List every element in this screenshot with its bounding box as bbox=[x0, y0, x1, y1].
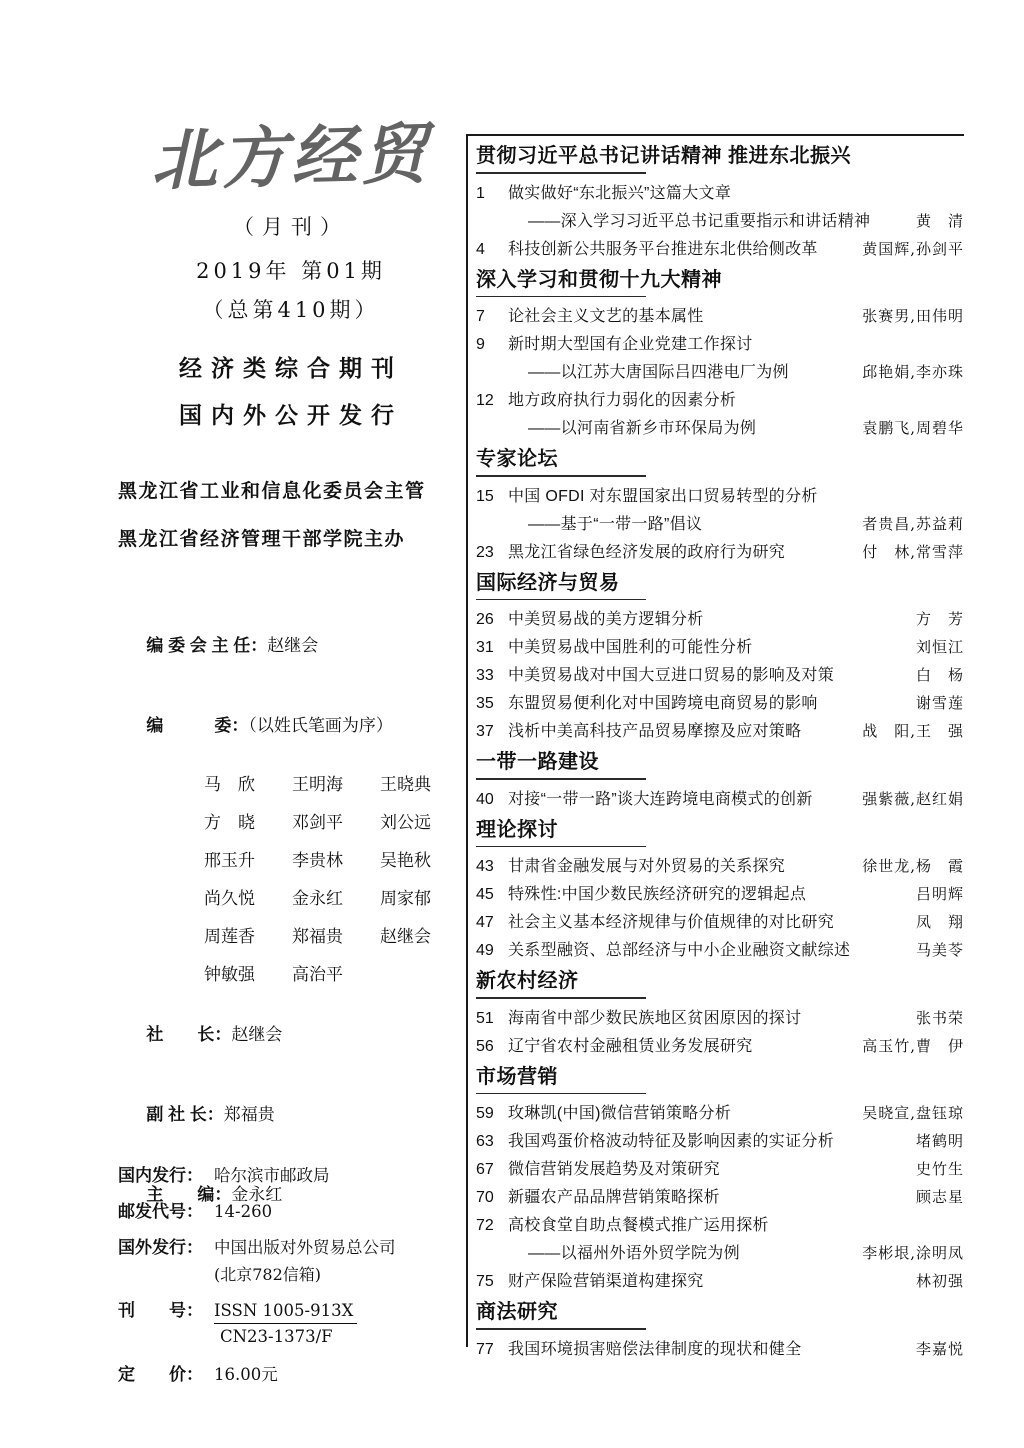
committee-member: 王晓典 bbox=[380, 775, 431, 796]
issn-value: ISSN 1005-913X bbox=[214, 1301, 357, 1324]
committee-member: 金永红 bbox=[292, 889, 343, 910]
committee-member: 周莲香 bbox=[204, 927, 255, 948]
entry-title: 我国鸡蛋价格波动特征及影响因素的实证分析 bbox=[508, 1133, 835, 1150]
entry-title: 浅析中美高科技产品贸易摩擦及应对策略 bbox=[508, 723, 802, 740]
entry-subtitle: ——深入学习习近平总书记重要指示和讲话精神 bbox=[528, 212, 871, 230]
entry-title: 中美贸易战的美方逻辑分析 bbox=[508, 611, 704, 628]
committee-member: 李贵林 bbox=[292, 851, 343, 872]
entry-authors: 李嘉悦 bbox=[915, 1339, 964, 1358]
entry-page-number: 12 bbox=[476, 392, 494, 409]
committee-member: 郑福贵 bbox=[292, 927, 343, 948]
toc-entry bbox=[476, 1037, 964, 1056]
domestic-distribution-label: 国内发行： bbox=[118, 1166, 203, 1185]
entry-title: 做实做好“东北振兴”这篇大文章 bbox=[508, 184, 732, 202]
entry-authors: 高玉竹,曹 伊 bbox=[862, 1036, 964, 1055]
toc-entry bbox=[476, 184, 964, 203]
toc-section-title: 专家论坛 bbox=[476, 448, 558, 470]
toc-section bbox=[476, 969, 964, 1056]
entry-title: 我国环境损害赔偿法律制度的现状和健全 bbox=[508, 1340, 802, 1358]
toc-section-title: 一带一路建设 bbox=[476, 751, 599, 773]
toc-section bbox=[476, 268, 964, 439]
foreign-distribution-line bbox=[118, 1233, 464, 1258]
toc-entry bbox=[476, 941, 964, 960]
frequency-label: （月刊） bbox=[233, 215, 349, 240]
entry-page-number: 9 bbox=[476, 336, 485, 353]
entry-title: 新时期大型国有企业党建工作探讨 bbox=[508, 336, 753, 353]
entry-page-number: 47 bbox=[476, 914, 494, 931]
entry-page-number: 70 bbox=[476, 1189, 494, 1206]
entry-title: 论社会主义文艺的基本属性 bbox=[508, 308, 704, 325]
entry-authors: 谢雪莲 bbox=[915, 694, 964, 712]
entry-title: 科技创新公共服务平台推进东北供给侧改革 bbox=[508, 240, 818, 258]
entry-authors: 徐世龙,杨 霞 bbox=[862, 857, 964, 875]
committee-member: 马 欣 bbox=[204, 775, 255, 796]
domestic-distribution-line bbox=[118, 1161, 464, 1186]
entry-page-number: 72 bbox=[476, 1217, 494, 1234]
committee-line bbox=[118, 691, 464, 756]
toc-entry-subtitle-row bbox=[476, 212, 964, 231]
toc-entry bbox=[476, 857, 964, 876]
journal-logo: 北方经贸 bbox=[150, 114, 432, 200]
entry-page-number: 67 bbox=[476, 1161, 494, 1178]
entry-title: 中国 OFDI 对东盟国家出口贸易转型的分析 bbox=[508, 487, 818, 505]
section-underline bbox=[476, 997, 646, 999]
toc-section-title: 深入学习和贯彻十九大精神 bbox=[476, 268, 722, 291]
entry-authors: 黄 清 bbox=[915, 211, 964, 230]
toc-section-title: 贯彻习近平总书记讲话精神 推进东北振兴 bbox=[476, 145, 852, 167]
toc-section bbox=[476, 750, 964, 809]
president-line bbox=[118, 1000, 464, 1065]
committee-member: 钟敏强 bbox=[204, 965, 255, 986]
entry-page-number: 43 bbox=[476, 858, 494, 875]
toc-section bbox=[476, 447, 964, 562]
committee-member: 尚久悦 bbox=[204, 889, 255, 910]
toc-entry-subtitle-row bbox=[476, 419, 964, 438]
entry-authors: 林初强 bbox=[915, 1272, 964, 1290]
chief-editor-label: 主 编： bbox=[146, 1185, 232, 1205]
toc-entry bbox=[476, 1160, 964, 1179]
vice-president-label: 副 社 长： bbox=[146, 1105, 224, 1125]
entry-page-number: 75 bbox=[476, 1273, 494, 1290]
toc-entry bbox=[476, 240, 964, 259]
vice-president-name: 郑福贵 bbox=[223, 1105, 275, 1126]
entry-page-number: 31 bbox=[476, 639, 494, 656]
entry-page-number: 4 bbox=[476, 240, 485, 258]
editorial-members-grid bbox=[204, 770, 464, 985]
journal-category-tagline: 经济类综合期刊 bbox=[179, 355, 403, 382]
entry-page-number: 45 bbox=[476, 886, 494, 903]
entry-title: 海南省中部少数民族地区贫困原因的探讨 bbox=[508, 1009, 802, 1027]
toc-entry bbox=[476, 913, 964, 932]
committee-director-name: 赵继会 bbox=[267, 636, 319, 657]
committee-member: 吴艳秋 bbox=[380, 851, 431, 872]
toc-entry bbox=[476, 1340, 964, 1359]
committee-director-label: 编 委 会 主 任： bbox=[146, 636, 268, 656]
section-underline bbox=[476, 1328, 646, 1330]
committee-director-line bbox=[118, 611, 464, 676]
issn-line bbox=[118, 1296, 464, 1346]
toc-section-title: 理论探讨 bbox=[476, 818, 558, 841]
entry-authors: 吴晓宣,盘钰琼 bbox=[862, 1104, 964, 1122]
committee-member: 高治平 bbox=[292, 965, 343, 986]
postal-code-label: 邮发代号： bbox=[118, 1202, 203, 1221]
entry-authors: 李彬垠,涂明凤 bbox=[862, 1244, 964, 1262]
toc-entry bbox=[476, 543, 964, 562]
entry-page-number: 56 bbox=[476, 1037, 494, 1055]
issue-number: 2019年 第01期 bbox=[196, 259, 386, 284]
entry-subtitle: ——以福州外语外贸学院为例 bbox=[528, 1245, 740, 1262]
entry-authors: 付 林,常雪萍 bbox=[862, 542, 964, 561]
entry-subtitle: ——以江苏大唐国际吕四港电厂为例 bbox=[528, 364, 789, 381]
entry-authors: 张书荣 bbox=[915, 1008, 964, 1027]
entry-title: 甘肃省金融发展与对外贸易的关系探究 bbox=[508, 858, 786, 875]
entry-title: 财产保险营销渠道构建探究 bbox=[508, 1273, 704, 1290]
issn-label: 刊 号： bbox=[118, 1301, 203, 1320]
section-underline bbox=[476, 1093, 646, 1095]
toc-section-title: 国际经济与贸易 bbox=[476, 571, 620, 594]
entry-page-number: 26 bbox=[476, 611, 494, 628]
entry-authors: 张赛男,田伟明 bbox=[862, 307, 964, 325]
entry-authors: 方 芳 bbox=[915, 610, 964, 628]
organizer-line: 黑龙江省经济管理干部学院主办 bbox=[118, 529, 406, 551]
entry-authors: 强紫薇,赵红娟 bbox=[862, 789, 964, 808]
toc bbox=[466, 134, 964, 1358]
toc-entry-subtitle-row bbox=[476, 515, 964, 534]
entry-page-number: 23 bbox=[476, 543, 494, 561]
entry-authors: 马美苓 bbox=[915, 941, 964, 959]
left-column bbox=[118, 114, 464, 1225]
entry-title: 社会主义基本经济规律与价值规律的对比研究 bbox=[508, 914, 835, 931]
entry-authors: 邱艳娟,李亦珠 bbox=[862, 363, 964, 381]
cumulative-issue-number: （总第410期） bbox=[202, 298, 380, 323]
committee-note: （以姓氏笔画为序） bbox=[248, 716, 393, 737]
toc-section bbox=[476, 818, 964, 961]
entry-authors: 堵鹤明 bbox=[915, 1132, 964, 1150]
entry-authors: 刘恒江 bbox=[915, 638, 964, 656]
entry-page-number: 59 bbox=[476, 1105, 494, 1122]
toc-entry bbox=[476, 694, 964, 713]
committee-member: 刘公远 bbox=[380, 813, 431, 834]
entry-page-number: 33 bbox=[476, 667, 494, 684]
president-label: 社 长： bbox=[146, 1025, 232, 1045]
toc-entry bbox=[476, 610, 964, 629]
toc-entry bbox=[476, 638, 964, 657]
toc-entry bbox=[476, 1132, 964, 1151]
entry-page-number: 77 bbox=[476, 1340, 494, 1358]
entry-page-number: 40 bbox=[476, 790, 494, 808]
postal-code-value: 14-260 bbox=[214, 1202, 273, 1221]
entry-authors: 白 杨 bbox=[915, 666, 964, 684]
supervisor-line: 黑龙江省工业和信息化委员会主管 bbox=[118, 481, 426, 503]
toc-section-title: 商法研究 bbox=[476, 1301, 558, 1323]
entry-page-number: 37 bbox=[476, 723, 494, 740]
toc-entry bbox=[476, 487, 964, 506]
toc-entry bbox=[476, 1009, 964, 1028]
section-underline bbox=[476, 172, 646, 174]
toc-entry bbox=[476, 391, 964, 410]
toc-section bbox=[476, 1300, 964, 1359]
price-value: 16.00元 bbox=[214, 1365, 278, 1384]
entry-title: 新疆农产品品牌营销策略探析 bbox=[508, 1189, 720, 1206]
entry-authors: 黄国辉,孙剑平 bbox=[862, 239, 964, 258]
toc-entry bbox=[476, 307, 964, 326]
publication-info-block bbox=[118, 1150, 464, 1385]
cn-value: CN23-1373/F bbox=[220, 1327, 333, 1346]
toc-entry bbox=[476, 885, 964, 904]
price-label: 定 价： bbox=[118, 1365, 203, 1384]
section-underline bbox=[476, 846, 646, 848]
committee-member: 赵继会 bbox=[380, 927, 431, 948]
entry-authors: 史竹生 bbox=[915, 1160, 964, 1178]
entry-title: 黑龙江省绿色经济发展的政府行为研究 bbox=[508, 543, 786, 561]
toc-entry bbox=[476, 335, 964, 354]
entry-authors: 凤 翔 bbox=[915, 913, 964, 931]
vice-president-line bbox=[118, 1080, 464, 1145]
entry-title: 对接“一带一路”谈大连跨境电商模式的创新 bbox=[508, 790, 813, 808]
toc-entry bbox=[476, 790, 964, 809]
entry-page-number: 15 bbox=[476, 487, 494, 505]
toc-entry bbox=[476, 722, 964, 741]
toc-entry bbox=[476, 1272, 964, 1291]
entry-title: 高校食堂自助点餐模式推广运用探析 bbox=[508, 1217, 769, 1234]
foreign-distribution-address: (北京782信箱) bbox=[214, 1265, 322, 1284]
entry-page-number: 49 bbox=[476, 942, 494, 959]
entry-title: 中美贸易战中国胜利的可能性分析 bbox=[508, 639, 753, 656]
entry-title: 特殊性:中国少数民族经济研究的逻辑起点 bbox=[508, 886, 807, 903]
entry-title: 辽宁省农村金融租赁业务发展研究 bbox=[508, 1037, 753, 1055]
toc-entry bbox=[476, 666, 964, 685]
entry-subtitle: ——基于“一带一路”倡议 bbox=[528, 515, 703, 533]
committee-member: 方 晓 bbox=[204, 813, 255, 834]
price-line bbox=[118, 1360, 464, 1385]
foreign-distribution-value: 中国出版对外贸易总公司 bbox=[214, 1238, 396, 1257]
toc-section bbox=[476, 144, 964, 259]
entry-title: 东盟贸易便利化对中国跨境电商贸易的影响 bbox=[508, 695, 818, 712]
entry-title: 关系型融资、总部经济与中小企业融资文献综述 bbox=[508, 942, 851, 959]
entry-authors: 吕明辉 bbox=[915, 885, 964, 903]
entry-page-number: 51 bbox=[476, 1009, 494, 1027]
committee-label: 编 委： bbox=[146, 716, 249, 736]
toc-entry-subtitle-row bbox=[476, 363, 964, 382]
section-underline bbox=[476, 475, 646, 477]
entry-title: 玫琳凯(中国)微信营销策略分析 bbox=[508, 1105, 732, 1122]
entry-page-number: 35 bbox=[476, 695, 494, 712]
entry-page-number: 7 bbox=[476, 308, 485, 325]
committee-member: 周家郁 bbox=[380, 889, 431, 910]
committee-member: 邓剑平 bbox=[292, 813, 343, 834]
domestic-distribution-value: 哈尔滨市邮政局 bbox=[214, 1166, 330, 1185]
foreign-distribution-label: 国外发行： bbox=[118, 1238, 203, 1257]
toc-section bbox=[476, 571, 964, 742]
toc-entry bbox=[476, 1188, 964, 1207]
entry-authors: 者贵昌,苏益莉 bbox=[862, 514, 964, 533]
president-name: 赵继会 bbox=[231, 1025, 283, 1046]
toc-entry bbox=[476, 1104, 964, 1123]
entry-page-number: 1 bbox=[476, 184, 485, 202]
toc-entry bbox=[476, 1216, 964, 1235]
chief-editor-name: 金永红 bbox=[231, 1185, 283, 1206]
toc-section-title: 市场营销 bbox=[476, 1065, 558, 1088]
postal-code-line bbox=[118, 1197, 464, 1222]
entry-authors: 袁鹏飞,周碧华 bbox=[862, 419, 964, 437]
toc-section-title: 新农村经济 bbox=[476, 970, 579, 992]
toc-section bbox=[476, 1065, 964, 1292]
distribution-tagline: 国内外公开发行 bbox=[179, 402, 403, 429]
entry-title: 地方政府执行力弱化的因素分析 bbox=[508, 392, 737, 409]
committee-member: 邢玉升 bbox=[204, 851, 255, 872]
toc-entry-subtitle-row bbox=[476, 1244, 964, 1263]
entry-authors: 战 阳,王 强 bbox=[862, 722, 964, 740]
issn-cn-fraction bbox=[214, 1301, 357, 1346]
entry-subtitle: ——以河南省新乡市环保局为例 bbox=[528, 420, 757, 437]
entry-page-number: 63 bbox=[476, 1133, 494, 1150]
entry-title: 中美贸易战对中国大豆进口贸易的影响及对策 bbox=[508, 667, 835, 684]
committee-member: 王明海 bbox=[292, 775, 343, 796]
section-underline bbox=[476, 778, 646, 780]
entry-authors: 顾志星 bbox=[915, 1188, 964, 1206]
section-underline bbox=[476, 296, 646, 298]
section-underline bbox=[476, 599, 646, 601]
entry-title: 微信营销发展趋势及对策研究 bbox=[508, 1161, 720, 1178]
